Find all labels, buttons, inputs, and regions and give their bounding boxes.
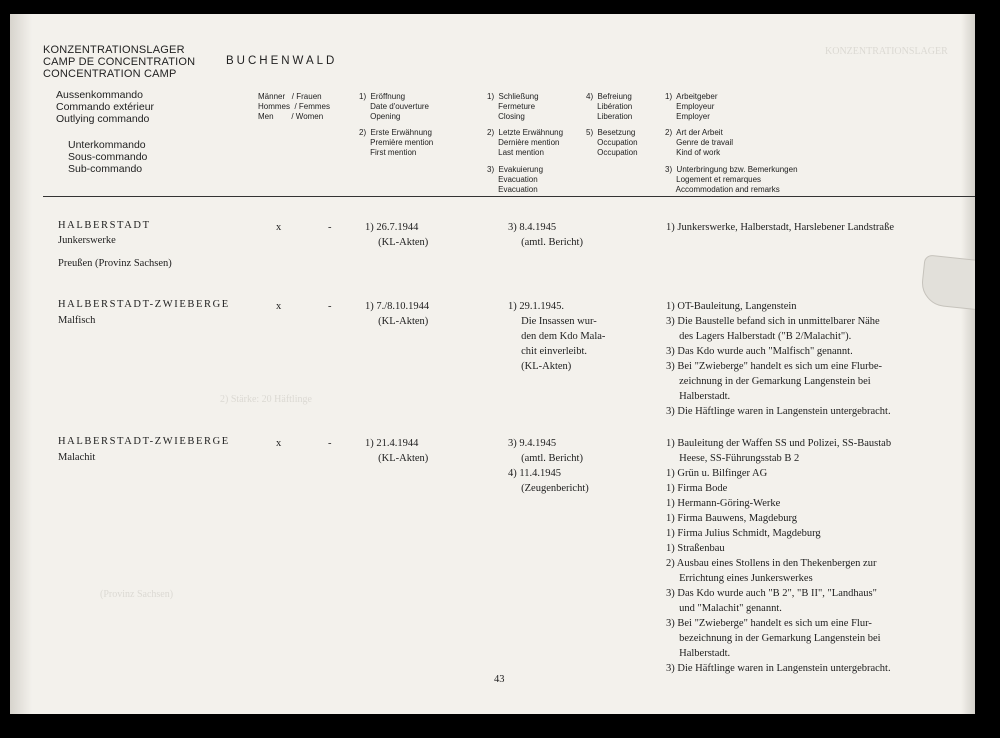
text-line: 1) Hermann-Göring-Werke xyxy=(666,498,781,509)
text-line: Halberstadt. xyxy=(666,391,731,402)
men-mark: x xyxy=(276,301,282,312)
closing-dates xyxy=(508,299,605,374)
bookmark-tab xyxy=(920,254,975,313)
heading-line: Libération xyxy=(586,102,633,111)
opening-dates xyxy=(365,436,428,466)
entry-name: HALBERSTADT xyxy=(58,220,151,231)
accommodation-column-header xyxy=(665,165,798,195)
opening-column-header xyxy=(359,92,429,122)
text-line: chit einverleibt. xyxy=(508,346,588,357)
text-line: des Lagers Halberstadt ("B 2/Malachit"). xyxy=(666,331,852,342)
text-line: 2) Ausbau eines Stollens in den Thekenbergen zur xyxy=(666,558,877,569)
text-line: (KL-Akten) xyxy=(365,316,429,327)
heading-line: Date d'ouverture xyxy=(359,102,430,111)
camp-line: KONZENTRATIONSLAGER xyxy=(43,44,185,56)
work-type-column-header xyxy=(665,128,733,158)
women-mark: - xyxy=(328,222,332,233)
women-mark: - xyxy=(328,301,332,312)
text-line: 1) 26.7.1944 xyxy=(365,222,419,233)
text-line: (amtl. Bericht) xyxy=(508,237,583,248)
book-spine xyxy=(10,14,32,714)
text-line: (KL-Akten) xyxy=(365,453,429,464)
heading-line: Employer xyxy=(665,112,710,121)
heading-line: First mention xyxy=(359,148,417,157)
text-line: 3) Das Kdo wurde auch "B 2", "B II", "Landhaus" xyxy=(666,588,877,599)
heading-line: Evacuation xyxy=(487,185,538,194)
page-number: 43 xyxy=(494,674,505,685)
text-line: 1) 29.1.1945. xyxy=(508,301,564,312)
heading-line: Première mention xyxy=(359,138,434,147)
document-page: KONZENTRATIONSLAGER 2) Stärke: 20 Häftlinge (Provinz Sachsen) KONZENTRATIONSLAGER CAMP DE CONCENTRATION CONCENTRATION CAMP BUCHENWALD Aussenkommando Commando extérieur Outlying commando Unterkommando Sous-commando Sub-commando Männer / Frauen Hommes / Femmes Men / Women 1) Eröffnung Date d'ouverture Opening 2) Erste Erwähnung Première mention First mention 1) Schließung Fermeture Closing 2) Letzte Erwähnung Dernière mention Last mention 3) Evakuierung Evacuation Evacuation 4) Befreiung Libération Liberation 5) Besetzung Occupation Occupation 1) Arbeitgeber Employeur Employer 2) Art der Arbeit Genre de travail Kind of work 3) Unterbringung bzw. Bemerkungen Logement et remarques Accommodation and remarks HALBERSTADT Junkerswerke Preußen (Provinz Sachsen) x - 1) 26.7.1944 (KL-Akten) 3) 8.4.1945 (amtl. Bericht) 1) Junkerswerke, Halberstadt, Harslebener Landstraße HALBERSTADT-ZWIEBERGE Malfisch x - 1) 7./8.10.1944 (KL-Akten) 1) 29.1.1945. Die Insassen wur- den dem Kdo Mala- chit einverleibt. (KL-Akten) 1) OT-Bauleitung, Langenstein 3) Die Baustelle befand sich in unmittelbarer Nähe des Lagers Halberstadt ("B 2/Malachit"). 3) Das Kdo wurde auch "Malfisch" genannt. 3) Bei "Zwieberge" handelt es sich um eine Flurbe- zeichnung in der Gemarkung Langenstein bei Halberstadt. 3) Die Häftlinge waren in Langenstein untergebracht. HALBERSTADT-ZWIEBERGE Malachit x - 1) 21.4.1944 (KL-Akten) 3) 9.4.1945 (amtl. Bericht) 4) 11.4.1945 (Zeugenbericht) 1) Bauleitung der Waffen SS und Polizei, SS-Baustab Heese, SS-Führungsstab B 2 1) Grün u. Bilfinger AG 1) Firma Bode 1) Hermann-Göring-Werke 1) Firma Bauwens, Magdeburg 1) Firma Julius Schmidt, Magdeburg 1) Straßenbau 2) Ausbau eines Stollens in den Thekenbergen zur Errichtung eines Junkerswerkes 3) Das Kdo wurde auch "B 2", "B II", "Landhaus" und "Malachit" genannt. 3) Bei "Zwieberge" handelt es sich um eine Flur- bezeichnung in der Gemarkung Langenstein bei Halberstadt. 3) Die Häftlinge waren in Langenstein untergebracht. 43 xyxy=(10,14,975,714)
text-line: 1) Firma Bode xyxy=(666,483,728,494)
entry-subtitle: Junkerswerke xyxy=(58,235,116,246)
outlying-commando-heading xyxy=(56,89,154,125)
liberation-column-header xyxy=(586,92,632,122)
entry-subtitle: Malachit xyxy=(58,452,96,463)
heading-line: Männer / Frauen xyxy=(258,92,322,101)
last-mention-column-header xyxy=(487,128,563,158)
camp-line: CONCENTRATION CAMP xyxy=(43,68,177,80)
heading-line: Men / Women xyxy=(258,112,324,121)
sub-commando-heading xyxy=(68,139,147,175)
gender-column-header xyxy=(258,92,330,122)
heading-line: Hommes / Femmes xyxy=(258,102,331,111)
employer-column-header xyxy=(665,92,717,122)
text-line: bezeichnung in der Gemarkung Langenstein bei xyxy=(666,633,881,644)
text-line: und "Malachit" genannt. xyxy=(666,603,782,614)
text-line: 3) 9.4.1945 xyxy=(508,438,557,449)
heading-line: Occupation xyxy=(586,148,638,157)
heading-line: Fermeture xyxy=(487,102,536,111)
heading-line: Employeur xyxy=(665,102,715,111)
remarks xyxy=(666,436,891,676)
remarks xyxy=(666,220,894,235)
heading-line: Outlying commando xyxy=(56,113,150,125)
closing-dates xyxy=(508,436,589,496)
heading-line: Occupation xyxy=(586,138,638,147)
closing-dates xyxy=(508,220,583,250)
text-line: 1) Firma Julius Schmidt, Magdeburg xyxy=(666,528,821,539)
text-line: 1) Straßenbau xyxy=(666,543,725,554)
heading-line: Unterkommando xyxy=(68,139,146,151)
text-line: 3) Bei "Zwieberge" handelt es sich um eine Flur- xyxy=(666,618,872,629)
header-divider xyxy=(43,196,975,197)
text-line: Heese, SS-Führungsstab B 2 xyxy=(666,453,800,464)
heading-line: 3) Evakuierung xyxy=(487,165,544,174)
text-line: 1) OT-Bauleitung, Langenstein xyxy=(666,301,797,312)
men-mark: x xyxy=(276,438,282,449)
text-line: 1) Junkerswerke, Halberstadt, Harslebener Landstraße xyxy=(666,222,894,233)
heading-line: Sub-commando xyxy=(68,163,143,175)
entry-region: Preußen (Provinz Sachsen) xyxy=(58,258,172,269)
entry-name: HALBERSTADT-ZWIEBERGE xyxy=(58,299,230,310)
heading-line: Aussenkommando xyxy=(56,89,143,101)
heading-line: Genre de travail xyxy=(665,138,734,147)
heading-line: Sous-commando xyxy=(68,151,148,163)
text-line: 4) 11.4.1945 xyxy=(508,468,561,479)
heading-line: Closing xyxy=(487,112,525,121)
text-line: 1) 21.4.1944 xyxy=(365,438,419,449)
remarks xyxy=(666,299,891,419)
text-line: 1) Firma Bauwens, Magdeburg xyxy=(666,513,798,524)
heading-line: Kind of work xyxy=(665,148,721,157)
heading-line: 2) Erste Erwähnung xyxy=(359,128,432,137)
text-line: 3) Die Häftlinge waren in Langenstein untergebracht. xyxy=(666,663,891,674)
entry-subtitle: Malfisch xyxy=(58,315,96,326)
text-line: Halberstadt. xyxy=(666,648,731,659)
text-line: 3) Bei "Zwieberge" handelt es sich um eine Flurbe- xyxy=(666,361,882,372)
heading-line: 2) Letzte Erwähnung xyxy=(487,128,564,137)
heading-line: 3) Unterbringung bzw. Bemerkungen xyxy=(665,165,798,174)
text-line: 3) Die Häftlinge waren in Langenstein untergebracht. xyxy=(666,406,891,417)
text-line: 3) Die Baustelle befand sich in unmittelbarer Nähe xyxy=(666,316,880,327)
text-line: 3) Das Kdo wurde auch "Malfisch" genannt. xyxy=(666,346,853,357)
occupation-column-header xyxy=(586,128,638,158)
text-line: Die Insassen wur- xyxy=(508,316,597,327)
heading-line: Opening xyxy=(359,112,401,121)
women-mark: - xyxy=(328,438,332,449)
text-line: 1) Grün u. Bilfinger AG xyxy=(666,468,768,479)
camp-line: CAMP DE CONCENTRATION xyxy=(43,56,196,68)
heading-line: Evacuation xyxy=(487,175,538,184)
first-mention-column-header xyxy=(359,128,433,158)
text-line: (KL-Akten) xyxy=(508,361,572,372)
camp-name: BUCHENWALD xyxy=(226,55,338,67)
camp-heading xyxy=(43,44,195,80)
closing-column-header xyxy=(487,92,539,122)
text-line: (amtl. Bericht) xyxy=(508,453,583,464)
page-edge xyxy=(961,14,975,714)
heading-line: Liberation xyxy=(586,112,633,121)
opening-dates xyxy=(365,220,428,250)
heading-line: 2) Art der Arbeit xyxy=(665,128,723,137)
text-line: 1) 7./8.10.1944 xyxy=(365,301,430,312)
heading-line: Logement et remarques xyxy=(665,175,762,184)
opening-dates xyxy=(365,299,429,329)
heading-line: Dernière mention xyxy=(487,138,560,147)
heading-line: 1) Schließung xyxy=(487,92,539,101)
heading-line: Accommodation and remarks xyxy=(665,185,780,194)
heading-line: 1) Eröffnung xyxy=(359,92,406,101)
evacuation-column-header xyxy=(487,165,543,195)
heading-line: Last mention xyxy=(487,148,544,157)
heading-line: Commando extérieur xyxy=(56,101,155,113)
text-line: 3) 8.4.1945 xyxy=(508,222,557,233)
heading-line: 4) Befreiung xyxy=(586,92,632,101)
entry-name: HALBERSTADT-ZWIEBERGE xyxy=(58,436,230,447)
text-line: (Zeugenbericht) xyxy=(508,483,589,494)
men-mark: x xyxy=(276,222,282,233)
heading-line: 1) Arbeitgeber xyxy=(665,92,718,101)
text-line: den dem Kdo Mala- xyxy=(508,331,606,342)
text-line: Errichtung eines Junkerswerkes xyxy=(666,573,813,584)
text-line: (KL-Akten) xyxy=(365,237,429,248)
text-line: 1) Bauleitung der Waffen SS und Polizei, SS-Baustab xyxy=(666,438,892,449)
heading-line: 5) Besetzung xyxy=(586,128,636,137)
text-line: zeichnung in der Gemarkung Langenstein bei xyxy=(666,376,871,387)
